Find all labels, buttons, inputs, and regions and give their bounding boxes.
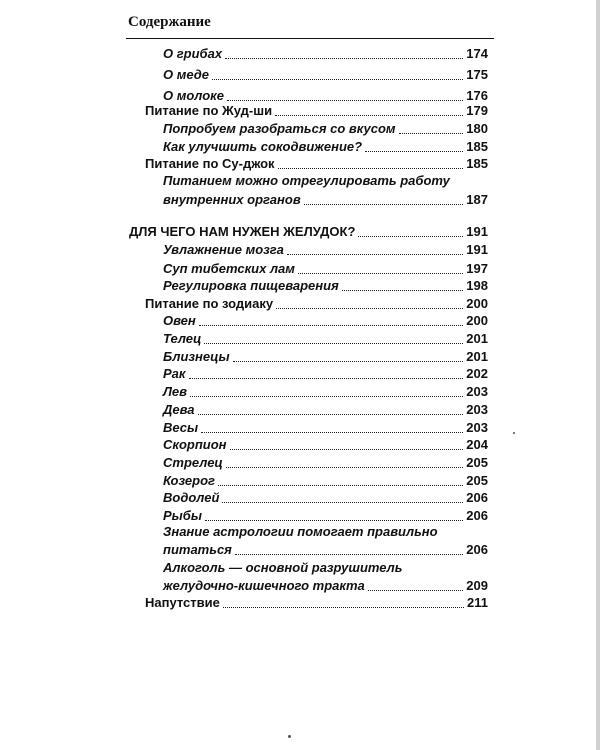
toc-entry-title: Попробуем разобраться со вкусом	[163, 121, 396, 136]
toc-page-number: 206	[466, 508, 488, 523]
leader-dots	[276, 308, 463, 309]
toc-entry-title: Дева	[163, 402, 195, 417]
toc-entry-title: Рыбы	[163, 508, 202, 523]
print-speck	[513, 432, 515, 434]
leader-dots	[190, 396, 463, 397]
leader-dots	[233, 361, 464, 362]
toc-entry-o-mede[interactable]	[163, 65, 488, 85]
toc-page-number: 191	[466, 224, 488, 239]
leader-dots	[189, 378, 464, 379]
toc-entry-title: питаться	[163, 542, 232, 557]
toc-entry-title: Питание по Жуд-ши	[145, 103, 273, 118]
toc-entry-zhud-shi[interactable]	[145, 101, 488, 121]
toc-page-number: 204	[466, 437, 488, 452]
toc-page-number: 200	[466, 313, 488, 328]
toc-entry-vodoley[interactable]	[163, 488, 488, 508]
toc-entry-astrologiya[interactable]	[163, 540, 488, 560]
toc-entry-alkogol-line1[interactable]: Алкоголь — основной разрушитель	[163, 560, 403, 575]
toc-entry-zheludok[interactable]	[129, 222, 488, 242]
toc-entry-strelec[interactable]	[163, 453, 488, 473]
toc-entry-vkus[interactable]	[163, 119, 488, 139]
toc-page-number: 180	[466, 121, 488, 136]
leader-dots	[235, 554, 463, 555]
toc-page-number: 203	[466, 420, 488, 435]
toc-page-number: 201	[466, 331, 488, 346]
page-edge-shadow	[596, 0, 600, 750]
toc-entry-oven[interactable]	[163, 311, 488, 331]
leader-dots	[223, 607, 464, 608]
leader-dots	[275, 115, 463, 116]
toc-entry-naputstvie[interactable]	[145, 593, 488, 613]
toc-entry-title: О молоке	[163, 88, 224, 103]
toc-page-number: 206	[466, 490, 488, 505]
toc-page-number: 176	[466, 88, 488, 103]
toc-entry-title: Овен	[163, 313, 196, 328]
toc-entry-title: Стрелец	[163, 455, 223, 470]
toc-entry-title: Рак	[163, 366, 186, 381]
leader-dots	[342, 290, 464, 291]
toc-page-number: 185	[466, 139, 488, 154]
leader-dots	[205, 520, 463, 521]
toc-entry-title: Суп тибетских лам	[163, 261, 295, 276]
toc-entry-title: Напутствие	[145, 595, 220, 610]
leader-dots	[218, 485, 463, 486]
toc-entry-title: О меде	[163, 67, 209, 82]
toc-page-number: 174	[466, 46, 488, 61]
toc-entry-title: желудочно-кишечного тракта	[163, 578, 365, 593]
toc-entry-title: Как улучшить сокодвижение?	[163, 139, 363, 154]
toc-entry-title: Увлажнение мозга	[163, 242, 284, 257]
toc-entry-title: внутренних органов	[163, 192, 301, 207]
toc-entry-pishchevarenie[interactable]	[163, 276, 488, 296]
toc-entry-mozg[interactable]	[163, 240, 488, 260]
toc-entry-astrologiya-line1[interactable]: Знание астрологии помогает правильно	[163, 524, 438, 539]
toc-page-number: 200	[466, 296, 488, 311]
leader-dots	[278, 168, 464, 169]
toc-page-number: 175	[466, 67, 488, 82]
toc-page-number: 211	[467, 595, 488, 610]
toc-page-number: 202	[466, 366, 488, 381]
toc-entry-title: Лев	[163, 384, 188, 399]
leader-dots	[298, 273, 463, 274]
leader-dots	[230, 449, 464, 450]
toc-entry-o-gribah[interactable]	[163, 44, 488, 64]
leader-dots	[204, 343, 463, 344]
toc-page-number: 209	[466, 578, 488, 593]
toc-entry-title: Весы	[163, 420, 199, 435]
toc-entry-telec[interactable]	[163, 329, 488, 349]
toc-page-number: 201	[466, 349, 488, 364]
toc-page-number: 197	[466, 261, 488, 276]
running-head: Содержание	[128, 14, 211, 30]
leader-dots	[358, 236, 463, 237]
leader-dots	[198, 414, 464, 415]
toc-entry-deva[interactable]	[163, 400, 488, 420]
toc-entry-organy[interactable]	[163, 190, 488, 210]
leader-dots	[287, 254, 463, 255]
toc-entry-lev[interactable]	[163, 382, 488, 402]
toc-entry-rak[interactable]	[163, 364, 488, 384]
leader-dots	[225, 58, 463, 59]
toc-page-number: 191	[466, 242, 488, 257]
leader-dots	[368, 590, 464, 591]
toc-page-number: 203	[466, 402, 488, 417]
toc-entry-title: Питание по Су-джок	[145, 156, 275, 171]
toc-entry-title: Близнецы	[163, 349, 230, 364]
toc-page-number: 198	[466, 278, 488, 293]
leader-dots	[199, 325, 464, 326]
toc-entry-title: Питание по зодиаку	[145, 296, 274, 311]
leader-dots	[222, 502, 463, 503]
toc-entry-title: Скорпион	[163, 437, 227, 452]
toc-entry-title: Регулировка пищеварения	[163, 278, 339, 293]
leader-dots	[399, 133, 464, 134]
toc-page-number: 203	[466, 384, 488, 399]
toc-page-number: 179	[466, 103, 488, 118]
toc-entry-title: Козерог	[163, 473, 215, 488]
toc-page-number: 206	[466, 542, 488, 557]
toc-page-number: 205	[466, 473, 488, 488]
toc-entry-organy-line1[interactable]: Питанием можно отрегулировать работу	[163, 173, 450, 188]
leader-dots	[365, 151, 463, 152]
toc-page-number: 185	[466, 156, 488, 171]
toc-entry-skorpion[interactable]	[163, 435, 488, 455]
toc-entry-title: О грибах	[163, 46, 223, 61]
toc-entry-title: ДЛЯ ЧЕГО НАМ НУЖЕН ЖЕЛУДОК?	[129, 224, 356, 239]
toc-entry-title: Телец	[163, 331, 202, 346]
print-speck	[288, 735, 291, 738]
toc-entry-title: Водолей	[163, 490, 220, 505]
leader-dots	[226, 467, 463, 468]
leader-dots	[304, 204, 464, 205]
toc-page-number: 205	[466, 455, 488, 470]
leader-dots	[212, 79, 463, 80]
leader-dots	[201, 432, 463, 433]
toc-page-number: 187	[466, 192, 488, 207]
